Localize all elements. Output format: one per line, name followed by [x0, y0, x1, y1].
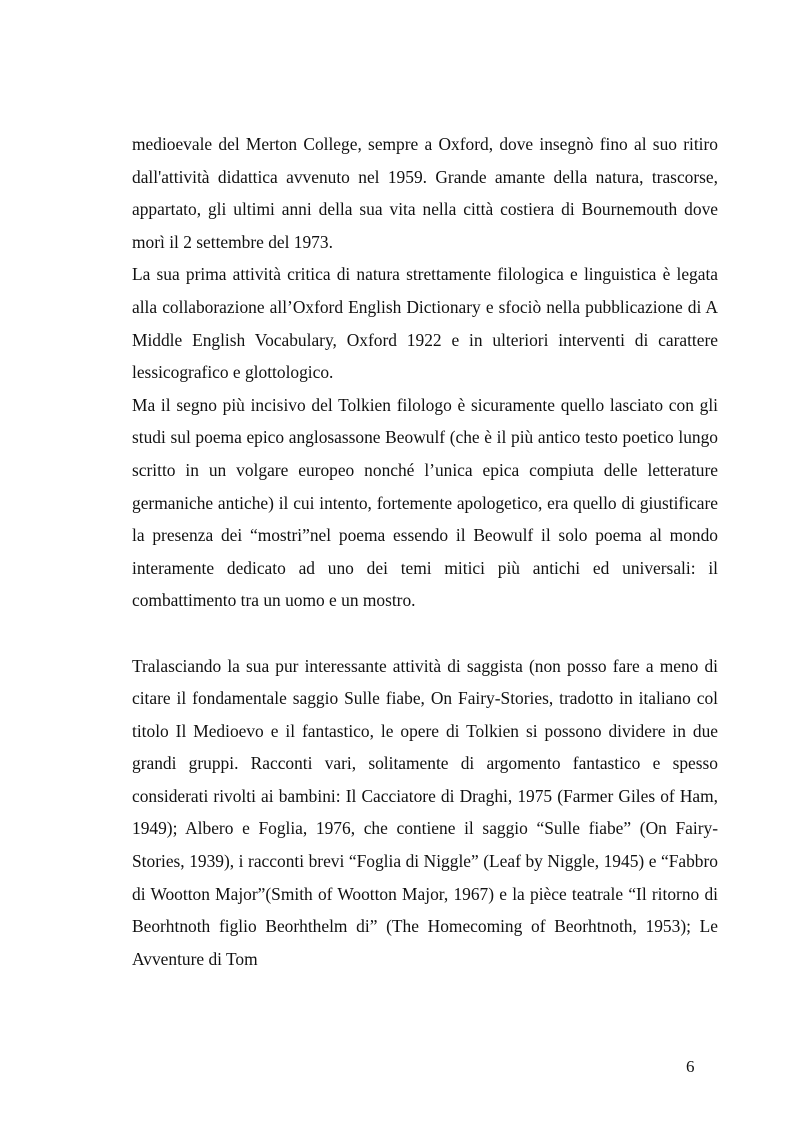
paragraph-opere: Tralasciando la sua pur interessante attività di saggista (non posso fare a meno di citare il fondamentale saggio Sulle fiabe, On Fairy-Stories, tradotto in italiano col titolo Il Medioevo e il fantastico, le opere di Tolkien si possono dividere in due grandi gruppi. Racconti vari, solitamente di argomento fantastico e spesso considerati rivolti ai bambini: Il Cacciatore di Draghi, 1975 (Farmer Giles of Ham, 1949); Albero e Foglia, 1976, che contiene il saggio “Sulle fiabe” (On Fairy-Stories, 1939), i racconti brevi “Foglia di Niggle” (Leaf by Niggle, 1945) e “Fabbro di Wootton Major”(Smith of Wootton Major, 1967) e la pièce teatrale “Il ritorno di Beorhtnoth figlio Beorhthelm di” (The Homecoming of Beorhtnoth, 1953); Le Avventure di Tom [132, 655, 718, 969]
paragraph-filologia: La sua prima attività critica di natura strettamente filologica e linguistica è legata alla collaborazione all’Oxford English Dictionary e sfociò nella pubblicazione di A Middle English Vocabulary, Oxford 1922 e in ulteriori interventi di carattere lessicografico e glottologico. [132, 264, 718, 383]
paragraph-merton-college: medioevale del Merton College, sempre a Oxford, dove insegnò fino al suo ritiro dall'attività didattica avvenuto nel 1959. Grande amante della natura, trascorse, appartato, gli ultimi anni della sua vita nella città costiera di Bournemouth dove morì il 2 settembre del 1973. [132, 134, 718, 252]
text-body [132, 128, 718, 975]
paragraph-beowulf: Ma il segno più incisivo del Tolkien filologo è sicuramente quello lasciato con gli studi sul poema epico anglosassone Beowulf (che è il più antico testo poetico lungo scritto in un volgare europeo nonché l’unica epica compiuta delle letterature germaniche antiche) il cui intento, fortemente apologetico, era quello di giustificare la presenza dei “mostri”nel poema essendo il Beowulf il solo poema al mondo interamente dedicato ad uno dei temi mitici più antichi ed universali: il combattimento tra un uomo e un mostro. [132, 394, 718, 611]
page-number: 6 [686, 1057, 695, 1076]
paragraph-gap [132, 617, 718, 650]
